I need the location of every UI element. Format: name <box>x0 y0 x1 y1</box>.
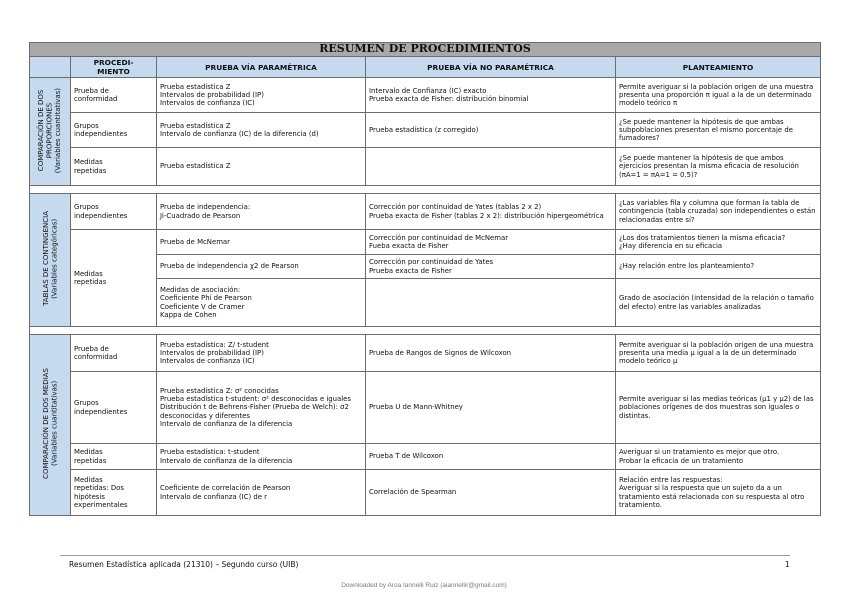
cell-procedimiento: Grupos independientes <box>71 113 157 148</box>
cell-no-parametrica: Corrección por continuidad de Yates (tablas 2 x 2) Prueba exacta de Fisher (tablas 2 x 2): distribución hipergeométrica <box>366 194 616 230</box>
cell-no-parametrica <box>366 148 616 186</box>
cell-planteamiento: ¿Hay relación entre los planteamiento? <box>616 255 821 279</box>
cell-planteamiento: Grado de asociación (intensidad de la relación o tamaño del efecto) entre las variables analizadas <box>616 279 821 327</box>
cell-parametrica: Prueba estadística: Z/ t-student Intervalos de probabilidad (IP) Intervalos de confianza (IC) <box>157 335 366 372</box>
cell-parametrica: Prueba de independencia χ2 de Pearson <box>157 255 366 279</box>
cell-parametrica: Prueba de McNemar <box>157 230 366 255</box>
cell-procedimiento: Prueba de conformidad <box>71 335 157 372</box>
section-label-proporciones: COMPARACIÓN DE DOS PROPORCIONES (Variables cuantitativas) <box>30 78 71 186</box>
footer-divider <box>60 555 790 556</box>
cell-parametrica: Prueba estadística Z Intervalo de confianza (IC) de la diferencia (d) <box>157 113 366 148</box>
download-notice: Downloaded by Aroa Iannelli Ruiz (aiannellir@gmail.com) <box>341 582 507 589</box>
table-row <box>30 470 821 516</box>
cell-planteamiento: ¿Las variables fila y columna que forman la tabla de contingencia (tabla cruzada) son independientes o están relacionadas entre sí? <box>616 194 821 230</box>
cell-planteamiento: Permite averiguar si las medias teóricas (μ1 y μ2) de las poblaciones orígenes de dos muestras son iguales o distintas. <box>616 372 821 444</box>
cell-procedimiento: Medidas repetidas: Dos hipótesis experimentales <box>71 470 157 516</box>
cell-no-parametrica: Prueba estadística (z corregido) <box>366 113 616 148</box>
cell-no-parametrica <box>366 279 616 327</box>
table-row <box>30 444 821 470</box>
cell-no-parametrica: Prueba T de Wilcoxon <box>366 444 616 470</box>
procedures-summary-table <box>29 42 821 516</box>
section-label-contingencia: TABLAS DE CONTINGENCIA (Variables categóricas) <box>30 194 71 327</box>
cell-no-parametrica: Corrección por continuidad de Yates Prueba exacta de Fisher <box>366 255 616 279</box>
table-row <box>30 335 821 372</box>
page-footer: Resumen Estadística aplicada (21310) – Segundo curso (UIB) <box>69 560 299 569</box>
cell-parametrica: Prueba estadística Z Intervalos de probabilidad (IP) Intervalos de confianza (IC) <box>157 78 366 113</box>
cell-parametrica: Prueba de independencia: Ji-Cuadrado de Pearson <box>157 194 366 230</box>
table-row <box>30 230 821 255</box>
table-row <box>30 148 821 186</box>
cell-procedimiento: Grupos independientes <box>71 372 157 444</box>
table-row <box>30 372 821 444</box>
cell-parametrica: Prueba estadística Z: σ² conocidas Prueba estadística t-student: σ² desconocidas e iguales Distribución t de Behrens-Fisher (Prueba de Welch): σ2 desconocidas y diferentes Intervalo de confianza de la diferencia <box>157 372 366 444</box>
page-number: 1 <box>785 560 790 569</box>
cell-planteamiento: ¿Se puede mantener la hipótesis de que ambos ejercicios presentan la misma eficacia de resolución (πA=1 = πA=1 = 0.5)? <box>616 148 821 186</box>
table-row <box>30 78 821 113</box>
cell-no-parametrica: Corrección por continuidad de McNemar Fueba exacta de Fisher <box>366 230 616 255</box>
header-procedimiento: PROCEDI- MIENTO <box>71 57 157 78</box>
cell-procedimiento: Prueba de conformidad <box>71 78 157 113</box>
cell-no-parametrica: Intervalo de Confianza (IC) exacto Prueba exacta de Fisher: distribución binomial <box>366 78 616 113</box>
cell-parametrica: Medidas de asociación: Coeficiente Phi de Pearson Coeficiente V de Cramer Kappa de Cohen <box>157 279 366 327</box>
section-label-medias: COMPARACIÓN DE DOS MEDIAS (Variables cuantitativas) <box>30 335 71 516</box>
cell-parametrica: Prueba estadística Z <box>157 148 366 186</box>
section-spacer <box>30 327 821 335</box>
cell-planteamiento: Permite averiguar si la población origen de una muestra presenta una proporción π igual a la de un determinado modelo teórico π <box>616 78 821 113</box>
cell-parametrica: Prueba estadística: t-student Intervalo de confianza de la diferencia <box>157 444 366 470</box>
cell-procedimiento: Medidas repetidas <box>71 444 157 470</box>
header-corner <box>30 57 71 78</box>
header-parametrica: PRUEBA VÍA PARAMÉTRICA <box>157 57 366 78</box>
table-row <box>30 113 821 148</box>
table-title: RESUMEN DE PROCEDIMIENTOS <box>30 43 821 57</box>
cell-parametrica: Coeficiente de correlación de Pearson Intervalo de confianza (IC) de r <box>157 470 366 516</box>
header-no-parametrica: PRUEBA VÍA NO PARAMÉTRICA <box>366 57 616 78</box>
cell-planteamiento: Averiguar si un tratamiento es mejor que otro. Probar la eficacia de un tratamiento <box>616 444 821 470</box>
section-spacer <box>30 186 821 194</box>
cell-planteamiento: ¿Los dos tratamientos tienen la misma eficacia? ¿Hay diferencia en su eficacia <box>616 230 821 255</box>
cell-procedimiento: Medidas repetidas <box>71 148 157 186</box>
cell-no-parametrica: Prueba de Rangos de Signos de Wilcoxon <box>366 335 616 372</box>
cell-procedimiento: Medidas repetidas <box>71 230 157 327</box>
cell-procedimiento: Grupos independientes <box>71 194 157 230</box>
cell-planteamiento: ¿Se puede mantener la hipótesis de que ambas subpoblaciones presentan el mismo porcentaje de fumadores? <box>616 113 821 148</box>
header-planteamiento: PLANTEAMIENTO <box>616 57 821 78</box>
table-row <box>30 194 821 230</box>
cell-no-parametrica: Correlación de Spearman <box>366 470 616 516</box>
cell-planteamiento: Relación entre las respuestas: Averiguar si la respuesta que un sujeto da a un tratamiento está relacionada con su respuesta al otro tratamiento. <box>616 470 821 516</box>
cell-planteamiento: Permite averiguar si la población origen de una muestra presenta una media μ igual a la de un determinado modelo teórico μ <box>616 335 821 372</box>
cell-no-parametrica: Prueba U de Mann-Whitney <box>366 372 616 444</box>
